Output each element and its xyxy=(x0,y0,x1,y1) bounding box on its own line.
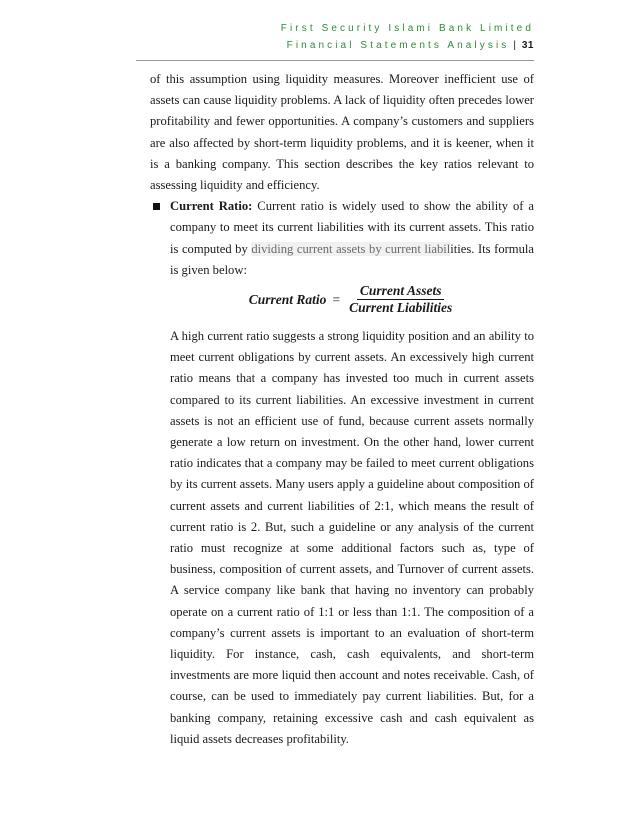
page-number: 31 xyxy=(521,40,534,51)
bullet-text-after: ities. Its formula is given below: xyxy=(170,241,534,277)
formula-equals: = xyxy=(332,291,341,307)
page-body xyxy=(150,69,534,750)
header-separator: | xyxy=(513,40,516,51)
header-section-title: Financial Statements Analysis xyxy=(286,40,510,51)
formula-fraction xyxy=(346,283,455,316)
bullet-text-before: Current ratio is widely used to show the ability of a company to meet its current liabilities with its current assets. This ratio is computed by xyxy=(170,199,534,256)
header-section-line xyxy=(281,37,534,54)
formula-lhs: Current Ratio xyxy=(248,291,327,307)
formula-denominator: Current Liabilities xyxy=(349,300,453,316)
page-header xyxy=(281,20,534,54)
term-current-ratio: Current Ratio: xyxy=(170,199,253,214)
highlighted-text: dividing current assets by current liabil xyxy=(251,241,451,256)
bullet-current-ratio xyxy=(150,196,534,750)
formula-numerator: Current Assets xyxy=(357,283,445,300)
explanation-paragraph: A high current ratio suggests a strong liquidity position and an ability to meet current obligations by current assets. An excessively high current ratio means that a company has invested too much in current assets compared to its current liabilities. An excessive investment in current assets is not an efficient use of fund, because current assets normally generate a low return on investment. On the other hand, lower current ratio indicates that a company may be failed to meet current obligations by its current assets. Many users apply a guideline about composition of current assets and current liabilities of 2:1, which means the result of current ratio is 2. But, such a guideline or any analysis of the current ratio must recognize at some additional factors such as, type of business, composition of current assets, and Turnover of current assets. A service company like bank that having no inventory can probably operate on a current ratio of 1:1 or less than 1:1. The composition of a company’s current assets is important to an evaluation of short-term liquidity. For instance, cash, cash equivalents, and short-term investments are more liquid then account and notes receivable. Cash, of course, can be used to immediately pay current liabilities. But, for a banking company, retaining excessive cash and cash equivalent as liquid assets decreases profitability. xyxy=(170,329,534,746)
intro-paragraph: of this assumption using liquidity measures. Moreover inefficient use of assets can cause liquidity problems. A lack of liquidity often precedes lower profitability and fewer opportunities. A company’s customers and suppliers are also affected by short-term liquidity problems, and it is keener, when it is a banking company. This section describes the key ratios relevant to assessing liquidity and efficiency. xyxy=(150,72,534,193)
header-rule xyxy=(136,60,534,61)
bullet-paragraph xyxy=(170,196,534,281)
current-ratio-formula xyxy=(170,283,534,316)
square-bullet-icon xyxy=(153,203,160,210)
header-bank-name: First Security Islami Bank Limited xyxy=(280,23,534,34)
